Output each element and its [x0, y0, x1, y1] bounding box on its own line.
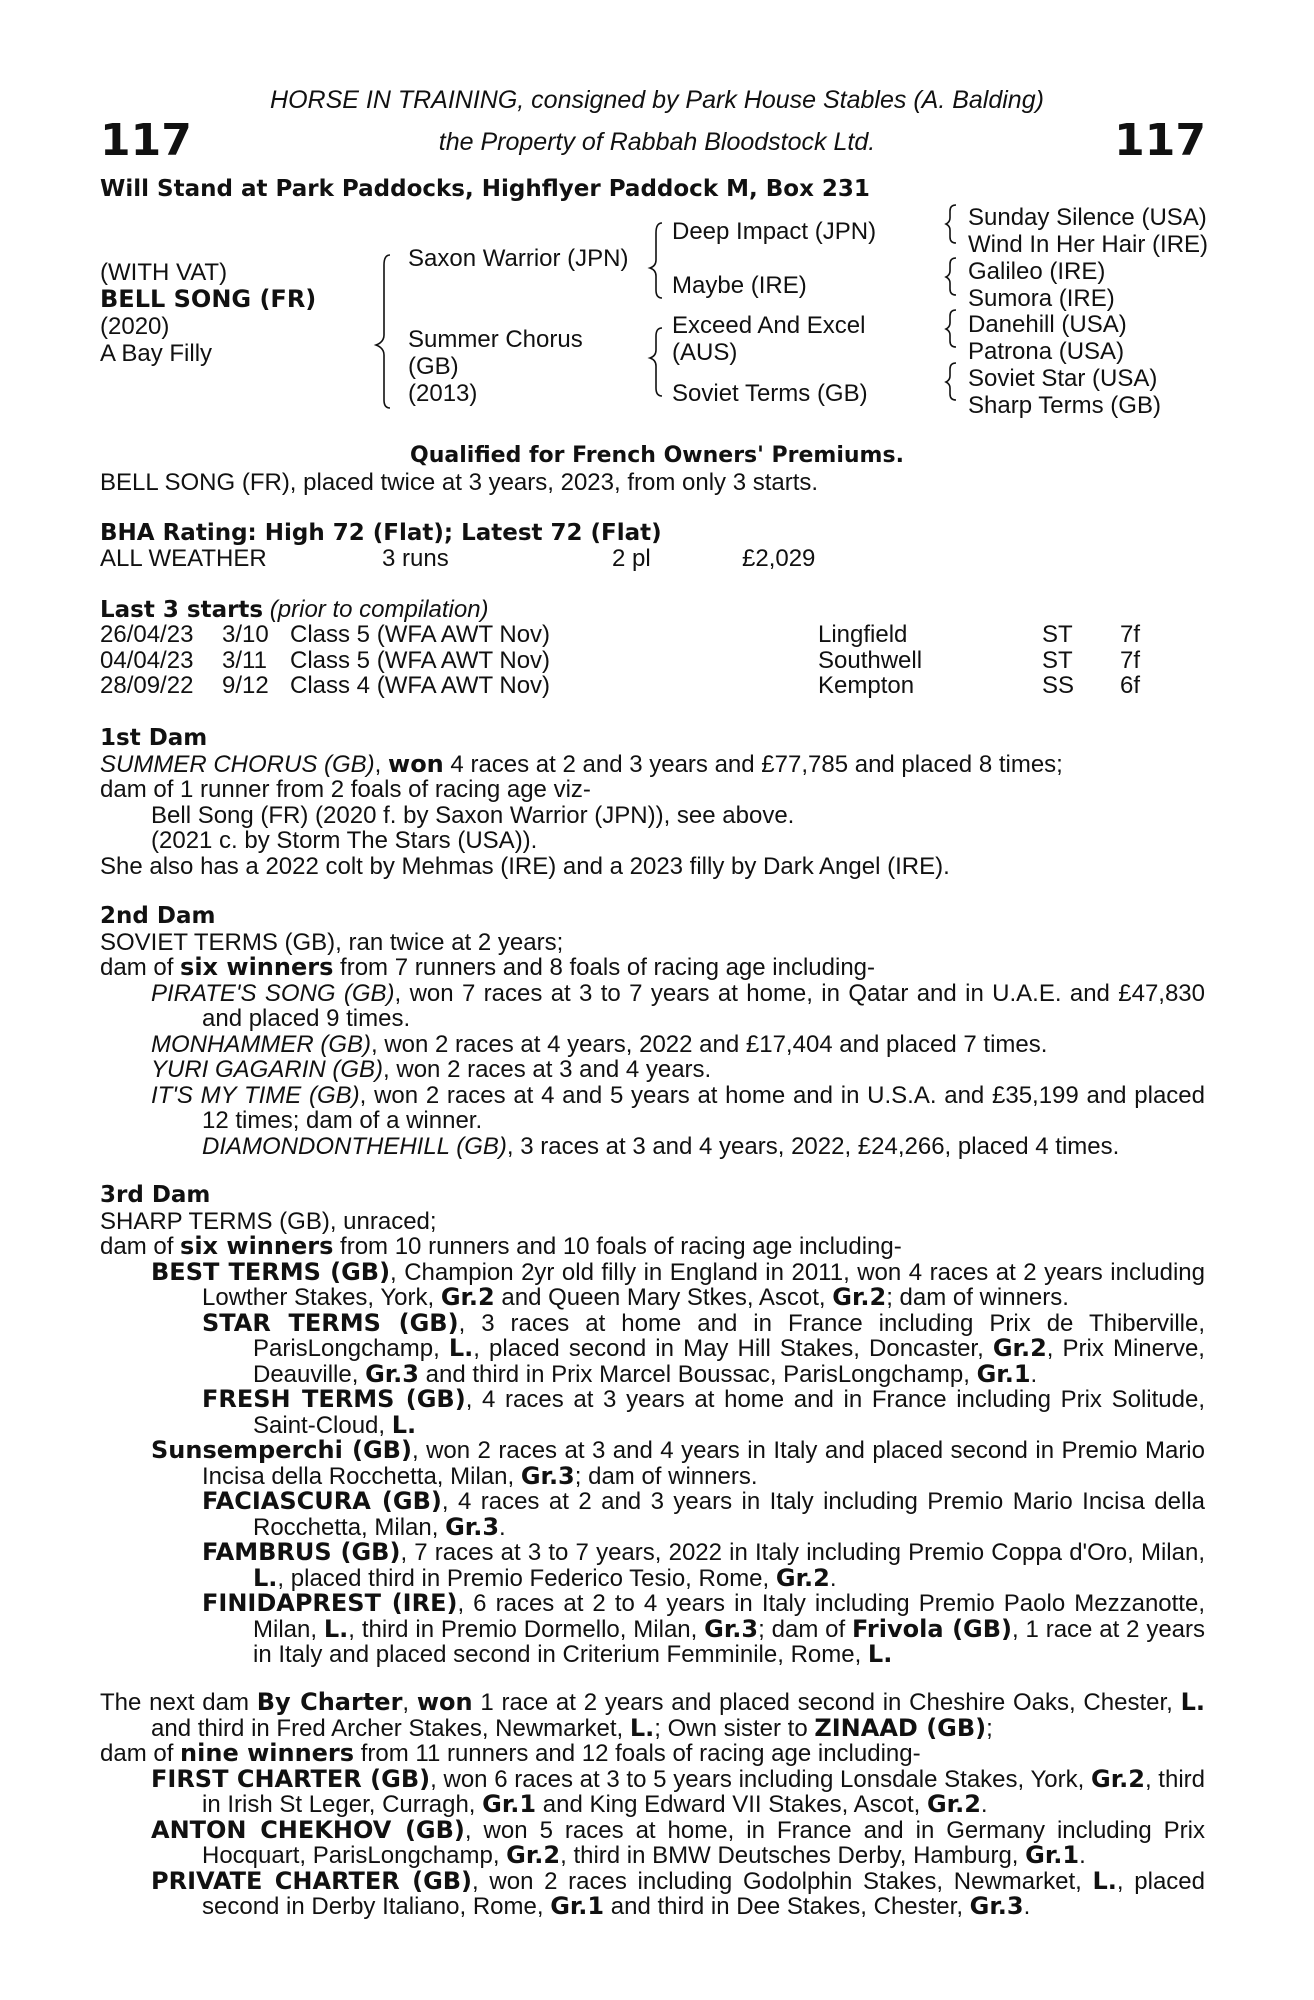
offspring-name: Frivola (GB)	[852, 1614, 1012, 1643]
first-dam-section	[100, 726, 1205, 879]
next-dam-line	[100, 1690, 1205, 1741]
record-text: , 4 races at 2 and 3 years in Italy including Premio Mario Incisa della Rocchetta, Milan,	[253, 1488, 1206, 1541]
listed-label: L.	[448, 1334, 474, 1362]
pedigree-sire: Saxon Warrior (JPN)	[408, 245, 629, 272]
record-text: The next dam	[100, 1689, 257, 1716]
winners-count: six winners	[180, 1232, 334, 1260]
offspring-name: FIRST CHARTER (GB)	[151, 1764, 431, 1793]
offspring-name: Sunsemperchi (GB)	[151, 1436, 412, 1464]
finidaprest-entry	[100, 1591, 1205, 1668]
bha-rating: BHA Rating: High 72 (Flat); Latest 72 (Flat)	[100, 520, 662, 546]
produce-prefix: dam of	[100, 954, 181, 981]
sunsemperchi-entry	[100, 1438, 1205, 1489]
run-going: SS	[1042, 672, 1075, 699]
record-text: , won 6 races at 3 to 5 years including Lonsdale Stakes, York,	[430, 1765, 1091, 1793]
winners-count: nine winners	[180, 1739, 355, 1767]
star-terms-entry	[100, 1308, 1206, 1388]
listed-label: L.	[629, 1713, 655, 1742]
lot-number-left: 117	[100, 115, 192, 166]
second-dam-section	[100, 904, 1205, 1159]
pedigree-gen3-4: Sumora (IRE)	[968, 285, 1115, 312]
grade-label: Gr.2	[506, 1841, 561, 1869]
record-text: .	[499, 1513, 506, 1541]
record-text: ,	[402, 1689, 417, 1716]
run-going: ST	[1042, 621, 1073, 648]
run-date: 26/04/23	[100, 621, 194, 648]
record-text: and third in Fred Archer Stakes, Newmarket,	[151, 1714, 630, 1742]
record-text: and Queen Mary Stkes, Ascot,	[494, 1284, 833, 1311]
record-text: , Champion 2yr old filly in England in 2011, won 4 races at 2 years including Lowther Stakes, York,	[202, 1258, 1205, 1311]
record-text: ; dam of winners.	[886, 1284, 1069, 1311]
offspring-name: FACIASCURA (GB)	[202, 1487, 442, 1515]
next-dam-name: By Charter	[256, 1688, 403, 1716]
placed-count: 2 pl	[612, 545, 651, 572]
last-starts-title: Last 3 starts	[100, 597, 264, 623]
pedigree-sire-sire: Deep Impact (JPN)	[672, 218, 877, 245]
offspring-name: FRESH TERMS (GB)	[202, 1385, 466, 1413]
second-dam-offspring-3	[100, 1057, 1205, 1083]
fambrus-entry	[100, 1540, 1205, 1591]
run-date: 28/09/22	[100, 672, 194, 699]
earnings: £2,029	[742, 545, 816, 572]
offspring-name: ANTON CHEKHOV (GB)	[151, 1815, 465, 1844]
horse-year: (2020)	[100, 313, 170, 340]
record-text: , 4 races at 3 years at home and in France including Prix Solitude, Saint-Cloud,	[253, 1386, 1205, 1439]
offspring-name: DIAMONDONTHEHILL (GB)	[202, 1132, 507, 1160]
pedigree-gen3-3: Galileo (IRE)	[968, 258, 1106, 285]
run-distance: 6f	[1120, 672, 1141, 699]
third-dam-produce	[100, 1234, 1205, 1260]
first-dam-record: SUMMER CHORUS (GB), won 4 races at 2 and 3 years and £77,785 and placed 8 times;	[100, 749, 1063, 778]
last-starts-note: (prior to compilation)	[269, 596, 489, 623]
second-dam-grand-offspring	[100, 1134, 1205, 1160]
won-label: won	[388, 749, 444, 778]
grade-label: Gr.1	[482, 1790, 537, 1818]
second-dam-offspring-4	[100, 1083, 1205, 1134]
record-text: ;	[986, 1714, 993, 1742]
grade-label: Gr.1	[976, 1359, 1031, 1388]
first-dam-record-text: 4 races at 2 and 3 years and £77,785 and placed 8 times;	[443, 750, 1063, 778]
record-text: , third in Irish St Leger, Curragh,	[202, 1765, 1205, 1818]
record-text: , 3 races at home and in France including Prix de Thiberville, ParisLongchamp,	[253, 1309, 1206, 1362]
record-text: and third in Dee Stakes, Chester,	[604, 1893, 970, 1920]
run-going: ST	[1042, 646, 1073, 674]
record-text: .	[1023, 1893, 1031, 1920]
best-terms-entry	[100, 1257, 1205, 1311]
first-dam-title: 1st Dam	[100, 725, 208, 751]
pedigree-gen3-8: Sharp Terms (GB)	[968, 392, 1161, 419]
pedigree-gen3-6: Patrona (USA)	[968, 338, 1125, 365]
pedigree-gen3-2: Wind In Her Hair (IRE)	[968, 231, 1209, 258]
produce-suffix: from 10 runners and 10 foals of racing age including-	[333, 1233, 902, 1260]
fresh-terms-entry	[100, 1387, 1205, 1438]
grade-label: Gr.2	[832, 1283, 887, 1311]
record-text: ; Own sister to	[654, 1714, 815, 1742]
grade-label: Gr.3	[445, 1512, 500, 1541]
offspring-name: PIRATE'S SONG (GB)	[151, 979, 395, 1007]
record-text: , 6 races at 2 to 4 years in Italy including Premio Paolo Mezzanotte, Milan,	[253, 1590, 1205, 1643]
private-charter-entry	[100, 1866, 1206, 1920]
next-dam-section	[100, 1690, 1205, 1920]
offspring-record: , won 2 races at 3 and 4 years.	[383, 1056, 712, 1083]
table-row	[100, 622, 1140, 648]
offspring-record: , won 2 races at 4 years, 2022 and £17,404 and placed 7 times.	[370, 1030, 1048, 1058]
grade-label: Gr.2	[440, 1283, 495, 1311]
won-label: won	[416, 1688, 473, 1716]
record-text: and third in Prix Marcel Boussac, ParisLongchamp,	[419, 1360, 977, 1388]
listed-label: L.	[1180, 1688, 1205, 1716]
run-distance: 7f	[1120, 621, 1141, 648]
produce-prefix: dam of	[100, 1740, 181, 1767]
second-dam-offspring-1	[100, 981, 1205, 1032]
race-summary: BELL SONG (FR), placed twice at 3 years, 2023, from only 3 starts.	[100, 469, 819, 496]
record-text: and King Edward VII Stakes, Ascot,	[536, 1791, 927, 1818]
listed-label: L.	[253, 1563, 278, 1592]
faciascura-entry	[100, 1489, 1205, 1540]
record-text: , 1 race at 2 years in Italy and placed second in Criterium Femminile, Rome,	[253, 1615, 1206, 1668]
grade-label: Gr.2	[775, 1563, 830, 1592]
last-starts-heading	[100, 596, 489, 624]
grade-label: Gr.3	[969, 1892, 1024, 1920]
pedigree-dam-line3: (2013)	[408, 380, 478, 407]
run-race: Class 4 (WFA AWT Nov)	[290, 672, 551, 699]
pedigree-dam-sire-line2: (AUS)	[672, 339, 738, 366]
offspring-name: IT'S MY TIME (GB)	[151, 1081, 360, 1109]
run-position: 9/12	[222, 672, 269, 699]
record-text: , 7 races at 3 to 7 years, 2022 in Italy including Premio Coppa d'Oro, Milan,	[400, 1539, 1205, 1566]
produce-prefix: dam of	[100, 1233, 181, 1260]
table-row	[100, 648, 1140, 674]
pedigree-dam-sire-line1: Exceed And Excel	[672, 312, 866, 339]
run-course: Kempton	[818, 672, 915, 699]
horse-name: BELL SONG (FR)	[100, 285, 317, 313]
record-text: ; dam of	[758, 1615, 853, 1643]
offspring-name: YURI GAGARIN (GB)	[151, 1056, 384, 1083]
offspring-record: , 3 races at 3 and 4 years, 2022, £24,266, placed 4 times.	[506, 1132, 1120, 1160]
first-dam-foal-2: (2021 c. by Storm The Stars (USA)).	[151, 827, 538, 854]
second-dam-line: SOVIET TERMS (GB), ran twice at 2 years;	[100, 928, 564, 956]
record-text: 1 race at 2 years and placed second in Cheshire Oaks, Chester,	[472, 1689, 1181, 1716]
sister-name: ZINAAD (GB)	[814, 1713, 987, 1742]
runs-count: 3 runs	[382, 545, 449, 572]
third-dam-section	[100, 1183, 1205, 1668]
grade-label: Gr.3	[704, 1614, 759, 1643]
vat-note: (WITH VAT)	[100, 259, 228, 286]
record-text: , won 2 races at 3 and 4 years in Italy and placed second in Premio Mario Incisa della Rocchetta, Milan,	[202, 1437, 1205, 1490]
offspring-name: BEST TERMS (GB)	[151, 1257, 391, 1286]
pedigree-dam-dam: Soviet Terms (GB)	[672, 380, 868, 407]
run-position: 3/10	[222, 621, 269, 648]
listed-label: L.	[323, 1614, 349, 1643]
next-dam-produce	[100, 1741, 1205, 1767]
run-race: Class 5 (WFA AWT Nov)	[290, 646, 551, 674]
run-course: Lingfield	[818, 621, 908, 648]
listed-label: L.	[1092, 1866, 1117, 1895]
consignor-line: HORSE IN TRAINING, consigned by Park House Stables (A. Balding)	[270, 86, 1044, 114]
grade-label: Gr.1	[1025, 1841, 1080, 1869]
record-text: , third in BMW Deutsches Derby, Hamburg,	[560, 1842, 1026, 1869]
grade-label: Gr.1	[550, 1892, 605, 1920]
second-dam-offspring-2	[100, 1032, 1205, 1058]
first-dam-produce: dam of 1 runner from 2 foals of racing age viz-	[100, 776, 591, 803]
record-text: , placed second in Derby Italiano, Rome,	[202, 1867, 1206, 1920]
pedigree-gen3-5: Danehill (USA)	[968, 311, 1127, 338]
first-dam-name: SUMMER CHORUS (GB)	[100, 750, 375, 778]
first-charter-entry	[100, 1764, 1205, 1818]
record-text: , placed third in Premio Federico Tesio, Rome,	[277, 1564, 776, 1592]
third-dam-title: 3rd Dam	[100, 1182, 211, 1208]
run-course: Southwell	[818, 646, 923, 674]
grade-label: Gr.2	[1091, 1764, 1145, 1793]
pedigree-gen3-1: Sunday Silence (USA)	[968, 204, 1207, 231]
horse-description: A Bay Filly	[100, 340, 213, 367]
grade-label: Gr.3	[365, 1359, 419, 1388]
record-text: , Prix Minerve, Deauville,	[253, 1335, 1205, 1388]
pedigree-gen3-7: Soviet Star (USA)	[968, 365, 1158, 392]
offspring-record: , won 7 races at 3 to 7 years at home, in Qatar and in U.A.E. and £47,830 and placed 9 times.	[202, 979, 1205, 1032]
grade-label: Gr.2	[926, 1790, 981, 1818]
produce-suffix: from 7 runners and 8 foals of racing age including-	[333, 954, 876, 981]
produce-suffix: from 11 runners and 12 foals of racing age including-	[354, 1740, 921, 1767]
stand-location: Will Stand at Park Paddocks, Highflyer Paddock M, Box 231	[100, 176, 870, 202]
last-starts-table	[100, 622, 1140, 699]
run-position: 3/11	[222, 646, 267, 674]
run-date: 04/04/23	[100, 646, 194, 674]
record-text: .	[1030, 1360, 1038, 1388]
record-text: , won 2 races including Godolphin Stakes, Newmarket,	[472, 1867, 1093, 1895]
pedigree-sire-dam: Maybe (IRE)	[672, 272, 807, 299]
listed-label: L.	[391, 1410, 417, 1439]
property-line: the Property of Rabbah Bloodstock Ltd.	[438, 128, 876, 156]
surface: ALL WEATHER	[100, 545, 267, 572]
second-dam-produce	[100, 955, 1205, 981]
offspring-name: MONHAMMER (GB)	[151, 1030, 371, 1058]
record-text: .	[829, 1564, 837, 1592]
record-text: ; dam of winners.	[574, 1462, 758, 1490]
second-dam-title: 2nd Dam	[100, 903, 216, 929]
lot-number-right: 117	[1114, 115, 1206, 166]
offspring-name: FAMBRUS (GB)	[202, 1538, 401, 1566]
record-text: , third in Premio Dormello, Milan,	[348, 1615, 705, 1643]
grade-label: Gr.3	[520, 1461, 575, 1490]
record-text: , placed second in May Hill Stakes, Doncaster,	[473, 1335, 993, 1362]
pedigree-dam-line2: (GB)	[408, 353, 459, 380]
pedigree-dam-line1: Summer Chorus	[408, 326, 583, 353]
third-dam-line: SHARP TERMS (GB), unraced;	[100, 1207, 437, 1235]
offspring-name: FINIDAPREST (IRE)	[202, 1589, 458, 1617]
run-race: Class 5 (WFA AWT Nov)	[290, 621, 551, 648]
record-text: .	[1079, 1842, 1086, 1869]
record-text: .	[980, 1791, 988, 1818]
first-dam-also: She also has a 2022 colt by Mehmas (IRE) and a 2023 filly by Dark Angel (IRE).	[100, 852, 950, 880]
first-dam-foal-1: Bell Song (FR) (2020 f. by Saxon Warrior (JPN)), see above.	[151, 801, 795, 829]
premiums-note: Qualified for French Owners' Premiums.	[410, 443, 904, 468]
table-row	[100, 673, 1140, 699]
run-distance: 7f	[1120, 646, 1141, 674]
anton-chekhov-entry	[100, 1815, 1205, 1869]
listed-label: L.	[867, 1640, 893, 1668]
offspring-name: PRIVATE CHARTER (GB)	[151, 1866, 473, 1895]
winners-count: six winners	[180, 953, 334, 981]
grade-label: Gr.2	[992, 1334, 1047, 1362]
record-text: , won 5 races at home, in France and in Germany including Prix Hocquart, ParisLongchamp,	[202, 1816, 1205, 1869]
offspring-record: , won 2 races at 4 and 5 years at home and in U.S.A. and £35,199 and placed 12 times; dam of a winner.	[202, 1081, 1205, 1134]
offspring-name: STAR TERMS (GB)	[202, 1308, 459, 1337]
